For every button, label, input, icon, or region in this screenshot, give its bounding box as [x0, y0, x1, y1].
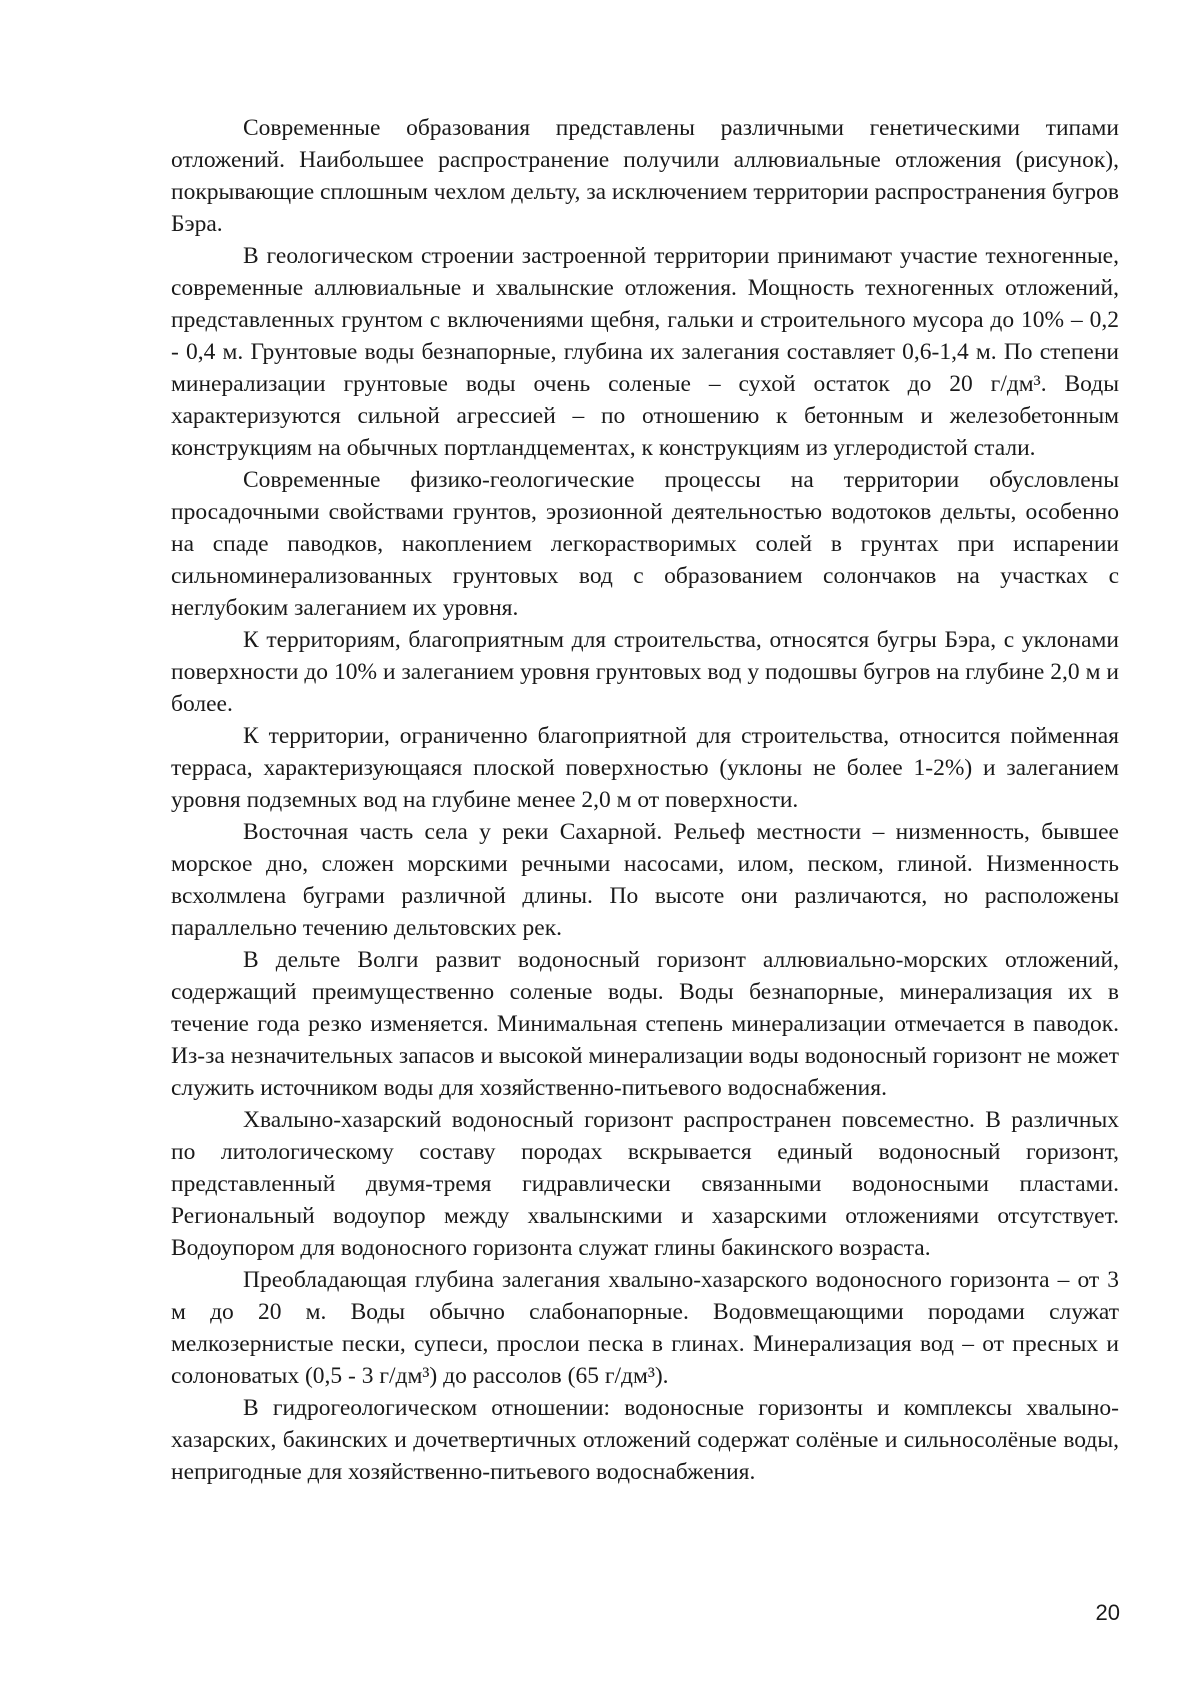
paragraph-8: Хвалыно-хазарский водоносный горизонт распространен повсеместно. В различных по литологическому составу породах вскрывается единый водоносный горизонт, представленный двумя-тремя гидравлически связанными водоносными пластами. Региональный водоупор между хвалынскими и хазарскими отложениями отсутствует. Водоупором для водоносного горизонта служат глины бакинского возраста.	[171, 1107, 1119, 1261]
paragraph-1: Современные образования представлены различными генетическими типами отложений. Наибольшее распространение получили аллювиальные отложения (рисунок), покрывающие сплошным чехлом дельту, за исключением территории распространения бугров Бэра.	[171, 115, 1119, 237]
document-body	[171, 112, 1119, 1488]
paragraph-10: В гидрогеологическом отношении: водоносные горизонты и комплексы хвалыно-хазарских, бакинских и дочетвертичных отложений содержат солёные и сильносолёные воды, непригодные для хозяйственно-питьевого водоснабжения.	[171, 1395, 1119, 1485]
paragraph-3: Современные физико-геологические процессы на территории обусловлены просадочными свойствами грунтов, эрозионной деятельностью водотоков дельты, особенно на спаде паводков, накоплением легкорастворимых солей в грунтах при испарении сильноминерализованных грунтовых вод с образованием солончаков на участках с неглубоким залеганием их уровня.	[171, 467, 1119, 621]
page-number: 20	[1095, 1600, 1120, 1625]
paragraph-6: Восточная часть села у реки Сахарной. Рельеф местности – низменность, бывшее морское дно, сложен морскими речными насосами, илом, песком, глиной. Низменность всхолмлена буграми различной длины. По высоте они различаются, но расположены параллельно течению дельтовских рек.	[171, 819, 1119, 941]
paragraph-4: К территориям, благоприятным для строительства, относятся бугры Бэра, с уклонами поверхности до 10% и залеганием уровня грунтовых вод у подошвы бугров на глубине 2,0 м и более.	[171, 627, 1119, 717]
paragraph-9: Преобладающая глубина залегания хвалыно-хазарского водоносного горизонта – от 3 м до 20 м. Воды обычно слабонапорные. Водовмещающими породами служат мелкозернистые пески, супеси, прослои песка в глинах. Минерализация вод – от пресных и солоноватых (0,5 - 3 г/дм³) до рассолов (65 г/дм³).	[171, 1267, 1119, 1389]
paragraph-7: В дельте Волги развит водоносный горизонт аллювиально-морских отложений, содержащий преимущественно соленые воды. Воды безнапорные, минерализация их в течение года резко изменяется. Минимальная степень минерализации отмечается в паводок. Из-за незначительных запасов и высокой минерализации воды водоносный горизонт не может служить источником воды для хозяйственно-питьевого водоснабжения.	[171, 947, 1119, 1101]
paragraph-5: К территории, ограниченно благоприятной для строительства, относится пойменная терраса, характеризующаяся плоской поверхностью (уклоны не более 1-2%) и залеганием уровня подземных вод на глубине менее 2,0 м от поверхности.	[171, 723, 1119, 813]
paragraph-2: В геологическом строении застроенной территории принимают участие техногенные, современные аллювиальные и хвалынские отложения. Мощность техногенных отложений, представленных грунтом с включениями щебня, гальки и строительного мусора до 10% – 0,2 - 0,4 м. Грунтовые воды безнапорные, глубина их залегания составляет 0,6-1,4 м. По степени минерализации грунтовые воды очень соленые – сухой остаток до 20 г/дм³. Воды характеризуются сильной агрессией – по отношению к бетонным и железобетонным конструкциям на обычных портландцементах, к конструкциям из углеродистой стали.	[171, 243, 1119, 461]
